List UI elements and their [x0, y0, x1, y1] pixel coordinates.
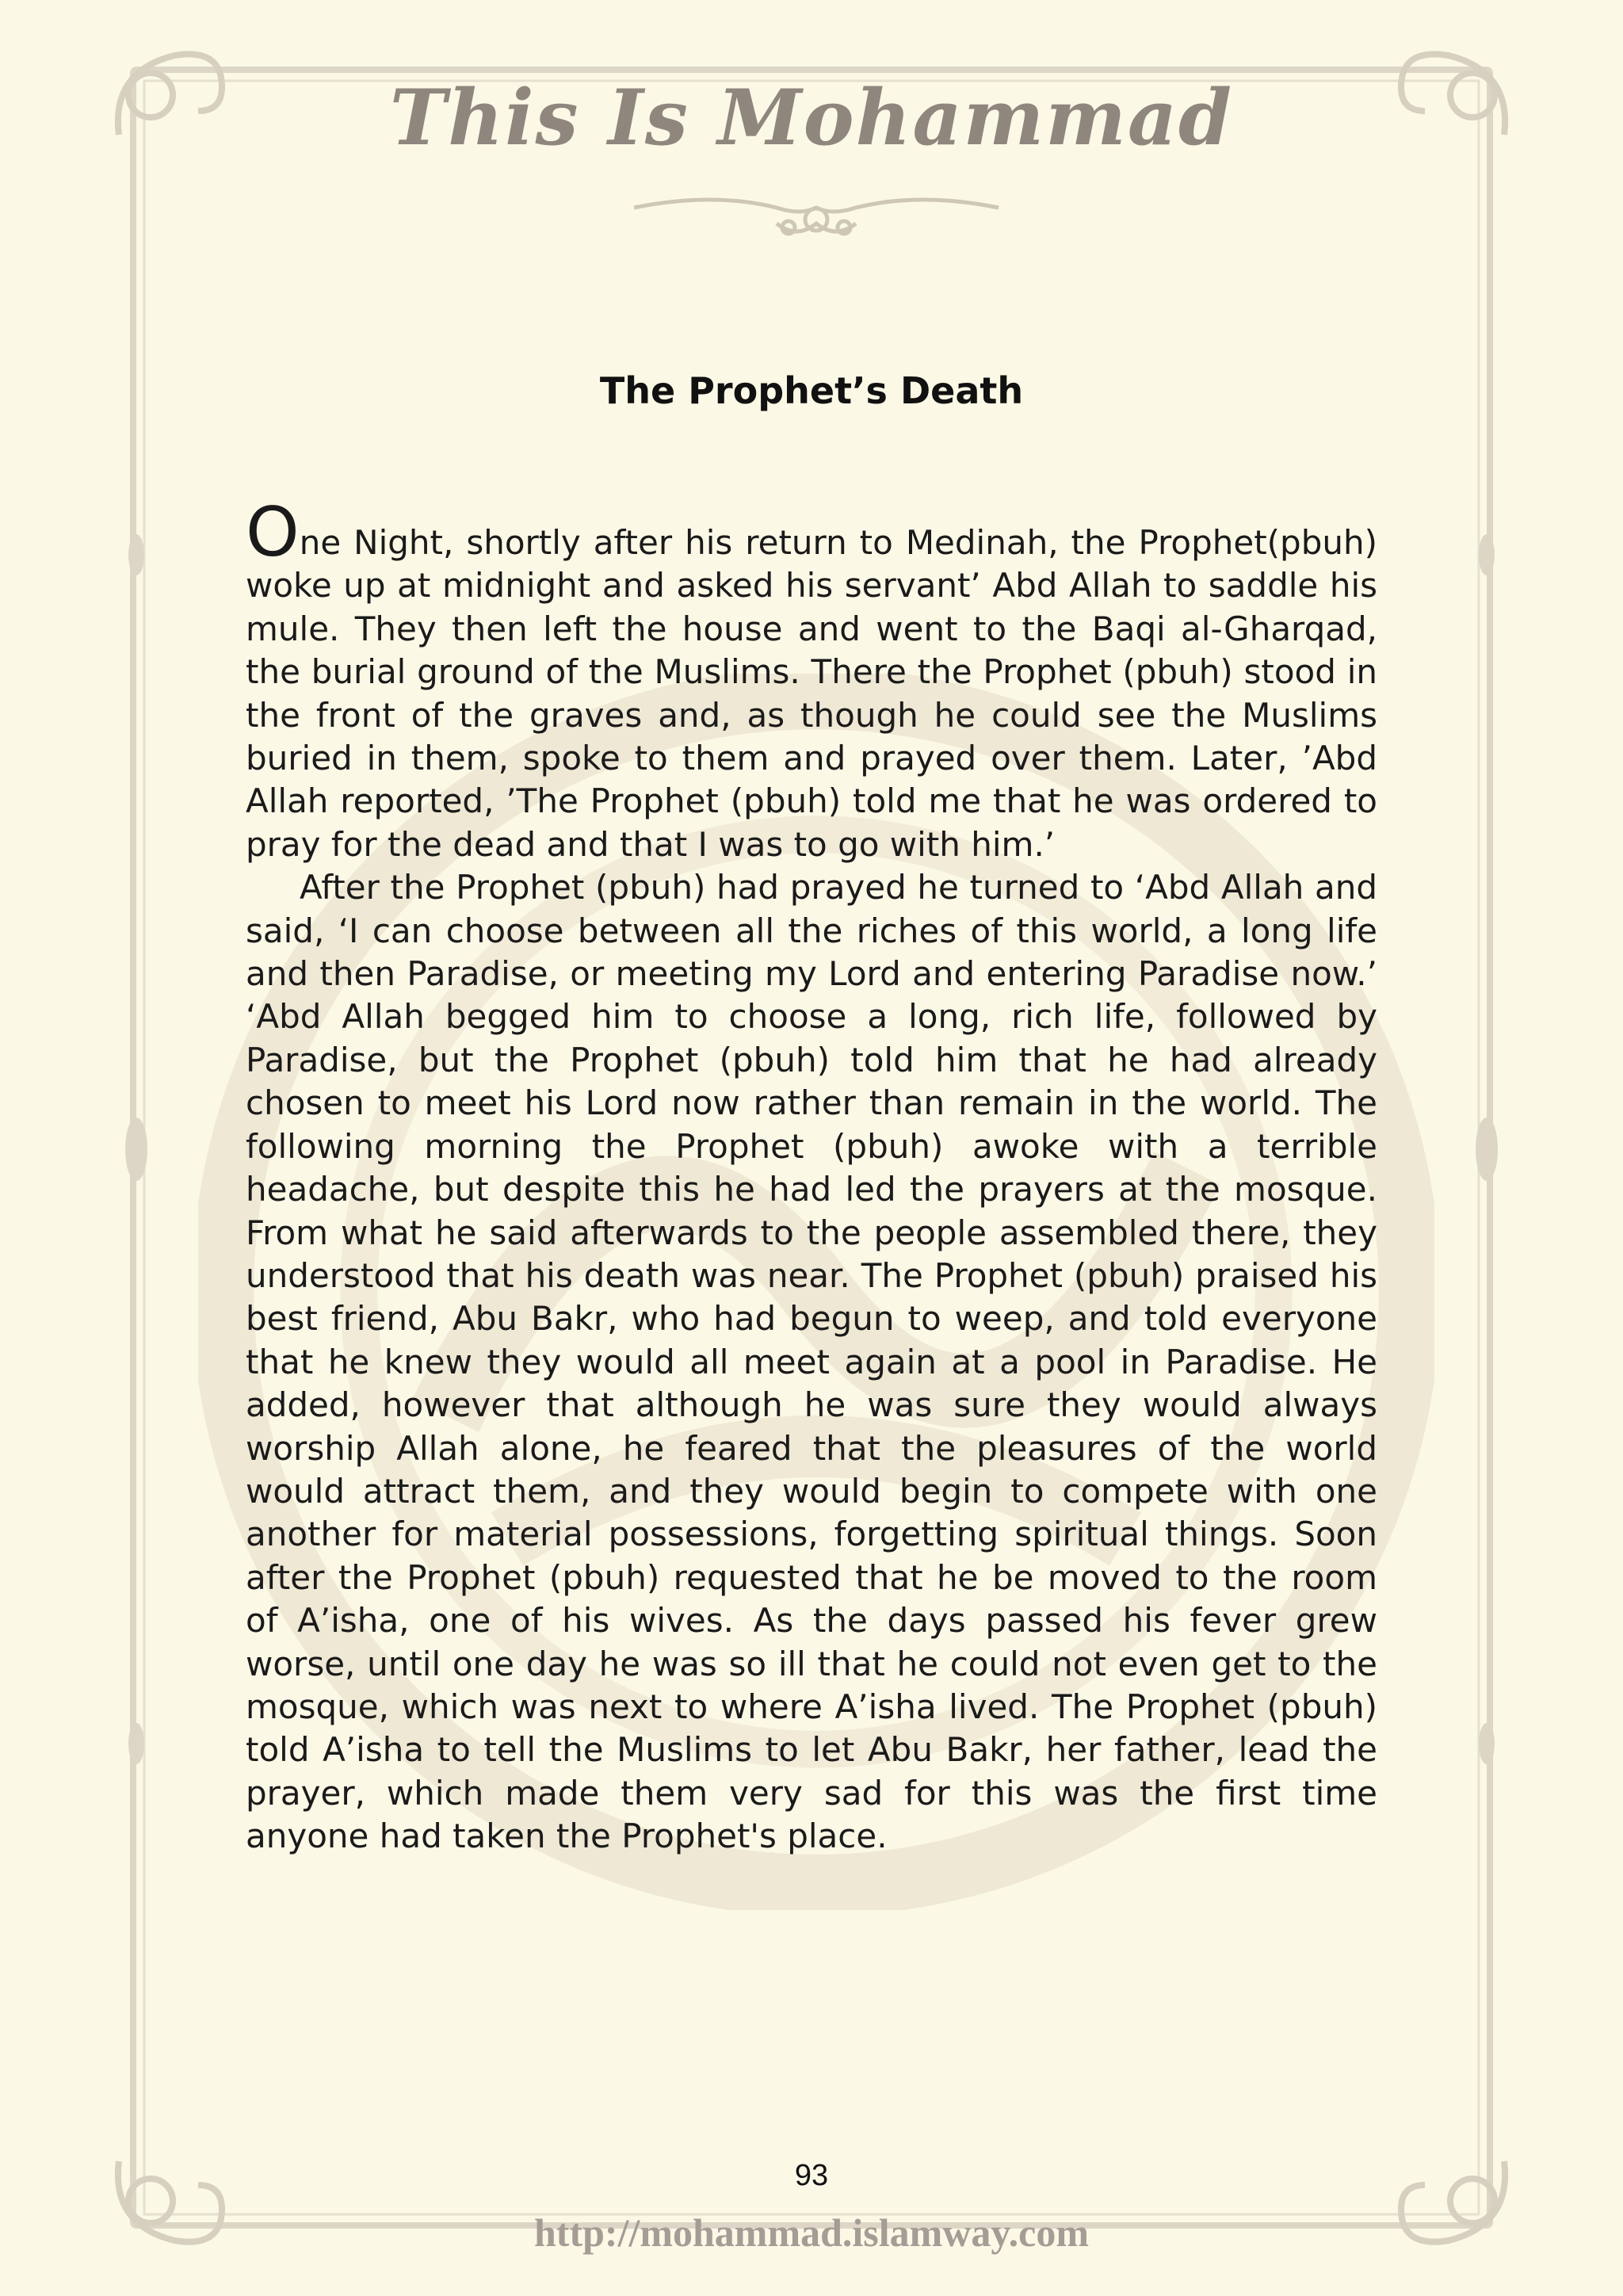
page-number: 93	[794, 2159, 829, 2192]
book-title: This Is Mohammad	[389, 73, 1234, 162]
header-ornament-icon	[618, 184, 1014, 247]
paragraph-1	[246, 493, 1377, 866]
drop-cap: O	[246, 493, 300, 572]
paragraph-2: After the Prophet (pbuh) had prayed he turned to ‘Abd Allah and said, ‘I can choose between all the riches of this world, a long life and then Paradise, or meeting my Lord and entering Paradise now.’ ‘Abd Allah begged him to choose a long, rich life, followed by Paradise, but the Prophet (pbuh) told him that he had already chosen to meet his Lord now rather than remain in the world. The following morning the Prophet (pbuh) awoke with a terrible headache, but despite this he had led the prayers at the mosque. From what he said afterwards to the people assembled there, they understood that his death was near. The Prophet (pbuh) praised his best friend, Abu Bakr, who had begun to weep, and told everyone that he knew they would all meet again at a pool in Paradise. He added, however that although he was sure they would always worship Allah alone, he feared that the pleasures of the world would attract them, and they would begin to compete with one another for material possessions, forgetting spiritual things. Soon after the Prophet (pbuh) requested that he be moved to the room of A’isha, one of his wives. As the days passed his fever grew worse, until one day he was so ill that he could not even get to the mosque, which was next to where A’isha lived. The Prophet (pbuh) told A’isha to tell the Muslims to let Abu Bakr, her father, lead the prayer, which made them very sad for this was the first time anyone had taken the Prophet's place.	[246, 868, 1377, 1856]
footer-url: http://mohammad.islamway.com	[534, 2210, 1089, 2255]
chapter-title: The Prophet’s Death	[599, 369, 1024, 412]
paragraph-1-text: ne Night, shortly after his return to Medinah, the Prophet(pbuh) woke up at midnight and asked his servant’ Abd Allah to saddle his mule. They then left the house and went to the Baqi al-Gharqad, the burial ground of the Muslims. There the Prophet (pbuh) stood in the front of the graves and, as though he could see the Muslims buried in them, spoke to them and prayed over them. Later, ’Abd Allah reported, ’The Prophet (pbuh) told me that he was ordered to pray for the dead and that I was to go with him.’	[246, 523, 1377, 864]
body-text	[246, 493, 1377, 1859]
